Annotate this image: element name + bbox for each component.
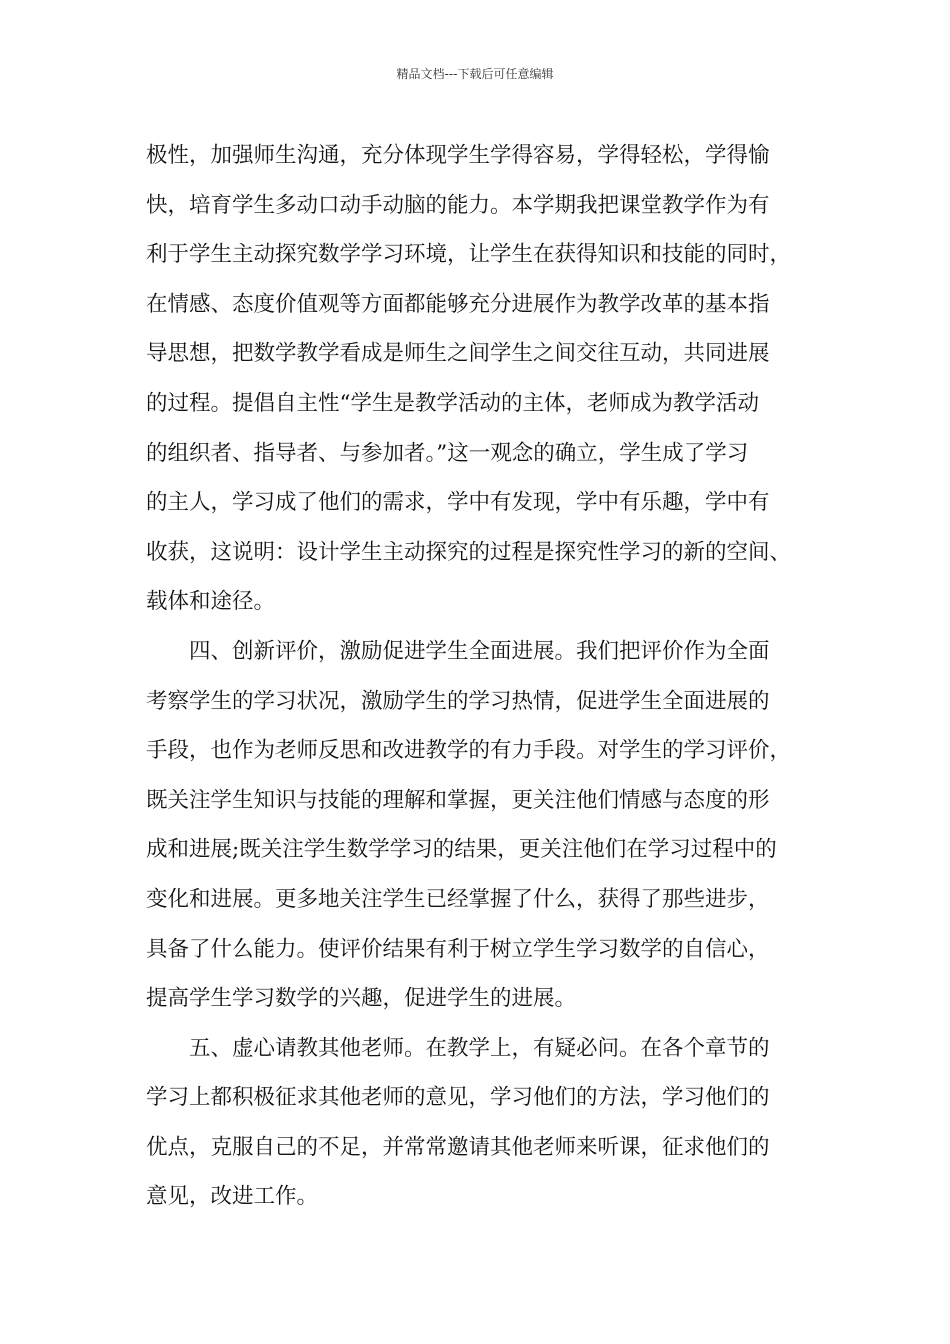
text-line: 快，培育学生多动口动手动脑的能力。本学期我把课堂教学作为有 <box>146 192 770 218</box>
text-line: 提高学生学习数学的兴趣，促进学生的进展。 <box>146 986 577 1012</box>
text-line: 极性，加强师生沟通，充分体现学生学得容易，学得轻松，学得愉 <box>146 143 770 168</box>
text-line: 意见，改进工作。 <box>146 1184 319 1210</box>
text-line: 导思想，把数学教学看成是师生之间学生之间交往互动，共同进展 <box>146 341 770 367</box>
page-header: 精品文档---下载后可任意编辑 <box>396 67 554 81</box>
text-line: 成和进展;既关注学生数学学习的结果，更关注他们在学习过程中的 <box>146 837 777 863</box>
text-line: 具备了什么能力。使评价结果有利于树立学生学习数学的自信心， <box>146 936 770 962</box>
text-line: 的过程。提倡自主性“学生是教学活动的主体，老师成为教学活动 <box>146 390 759 416</box>
text-line: 载体和途径。 <box>146 589 276 615</box>
text-line: 收获，这说明：设计学生主动探究的过程是探究性学习的新的空间、 <box>146 539 792 565</box>
paragraph-start-line: 五、虚心请教其他老师。在教学上，有疑必问。在各个章节的 <box>189 1035 770 1061</box>
text-line: 手段，也作为老师反思和改进教学的有力手段。对学生的学习评价， <box>146 738 792 764</box>
text-line: 优点，克服自己的不足，并常常邀请其他老师来听课，征求他们的 <box>146 1134 770 1160</box>
text-line: 在情感、态度价值观等方面都能够充分进展作为教学改革的基本指 <box>146 291 770 317</box>
text-line: 既关注学生知识与技能的理解和掌握，更关注他们情感与态度的形 <box>146 787 770 813</box>
text-line: 利于学生主动探究数学学习环境，让学生在获得知识和技能的同时， <box>146 242 792 268</box>
paragraph-start-line: 四、创新评价，激励促进学生全面进展。我们把评价作为全面 <box>189 638 770 664</box>
text-line: 学习上都积极征求其他老师的意见，学习他们的方法，学习他们的 <box>146 1085 770 1111</box>
text-line: 变化和进展。更多地关注学生已经掌握了什么，获得了那些进步， <box>146 886 770 912</box>
text-line: 的组织者、指导者、与参加者。”这一观念的确立，学生成了学习 <box>146 440 749 466</box>
text-line: 的主人，学习成了他们的需求，学中有发现，学中有乐趣，学中有 <box>146 490 770 516</box>
text-line: 考察学生的学习状况，激励学生的学习热情，促进学生全面进展的 <box>146 688 770 714</box>
document-body <box>146 131 826 1222</box>
